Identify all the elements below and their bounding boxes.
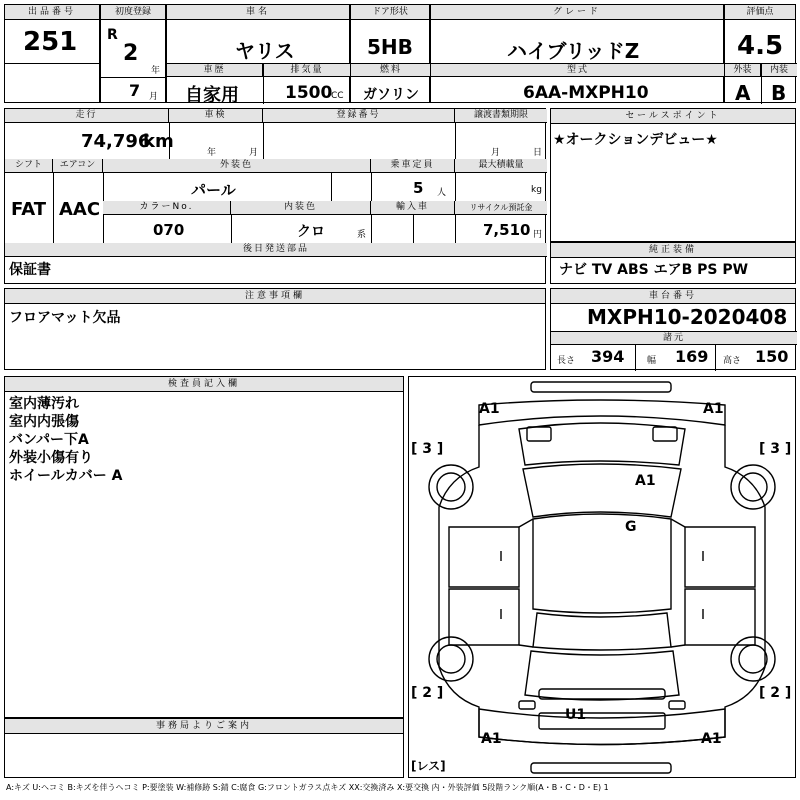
shift: FAT — [11, 199, 47, 220]
car-name-box — [166, 4, 350, 106]
grade-label: グレード — [431, 5, 723, 20]
later-parts-label: 後日発送部品 — [5, 243, 547, 257]
later-parts: 保証書 — [9, 262, 51, 278]
length: 394 — [591, 347, 625, 366]
notes-box — [4, 288, 546, 370]
notes-label: 注意事項欄 — [5, 289, 545, 304]
inspection-month: 月 — [249, 148, 259, 158]
width: 169 — [675, 347, 709, 366]
mileage: 74,796 — [81, 131, 151, 152]
interior-color: クロ — [297, 224, 325, 240]
color-no-label: カラーNo. — [103, 201, 231, 215]
first-registration-box — [100, 4, 166, 103]
damage-mark: A1 — [479, 401, 500, 417]
displacement-unit: CC — [331, 91, 344, 101]
model: 6AA-MXPH10 — [523, 83, 649, 103]
shift-label: シフト — [5, 159, 53, 173]
inspector-box — [4, 376, 404, 718]
damage-mark: A1 — [481, 731, 502, 747]
damage-mark: [ 2 ] — [759, 685, 792, 701]
history: 自家用 — [185, 85, 239, 106]
car-diagram — [408, 376, 796, 778]
sales-point-box — [550, 108, 796, 242]
recycle-label: リサイクル預託金 — [455, 201, 547, 215]
lot-number: 251 — [23, 27, 78, 57]
door-label: ドア形状 — [351, 5, 429, 20]
car-name-label: 車名 — [167, 5, 349, 20]
reg-no-label: 登録番号 — [263, 109, 455, 123]
damage-mark: [ 3 ] — [759, 441, 792, 457]
damage-mark: U1 — [565, 707, 587, 723]
chassis: MXPH10-2020408 — [587, 305, 788, 329]
model-label: 型式 — [431, 63, 725, 77]
recycle: 7,510 — [483, 221, 531, 239]
aircon-label: エアコン — [53, 159, 103, 173]
int-label: 内装 — [761, 63, 797, 77]
detail-block — [4, 108, 546, 284]
damage-mark: [レス] — [411, 759, 446, 773]
height: 150 — [755, 347, 789, 366]
inspector-line: 室内内張傷 — [9, 414, 79, 430]
notes: フロアマット欠品 — [9, 310, 121, 326]
office-box — [4, 718, 404, 778]
office-label: 事務局よりご案内 — [5, 719, 403, 734]
inspector-line: 外装小傷有り — [9, 450, 93, 466]
transfer-day: 日 — [533, 148, 543, 158]
mileage-label: 走行 — [5, 109, 169, 123]
import-label: 輸入車 — [371, 201, 455, 215]
legend: A:キズ U:ヘコミ B:キズを伴うヘコミ P:要塗装 W:補修跡 S:錆 C:腐食 G:フロントガラス点キズ XX:交換済み X:要交換 内・外装評価 5段階ランク順(A・B・C・D・E) 1 — [6, 783, 609, 792]
dims-label: 諸元 — [551, 331, 797, 345]
inspector-label: 検査員記入欄 — [5, 377, 403, 392]
interior-color-unit: 系 — [357, 230, 367, 240]
score-label: 評価点 — [725, 5, 795, 20]
equipment: ナビ TV ABS エアB PS PW — [559, 262, 749, 278]
height-label: 高さ — [723, 356, 742, 366]
exterior-color: パール — [191, 181, 236, 199]
sales-point: ★オークションデビュー★ — [553, 132, 718, 148]
displacement: 1500 — [285, 83, 333, 103]
equipment-box — [550, 242, 796, 284]
ext-label: 外装 — [725, 63, 761, 77]
ext-grade: A — [735, 81, 751, 105]
int-grade: B — [771, 81, 787, 105]
lot-number-box — [4, 4, 100, 103]
grade: ハイブリッドZ — [507, 39, 640, 63]
era: R — [107, 27, 118, 43]
lot-number-label: 出品番号 — [5, 5, 99, 20]
color-no: 070 — [153, 221, 185, 239]
grade-box — [430, 4, 724, 103]
width-label: 幅 — [647, 356, 657, 366]
capacity-label: 乗車定員 — [371, 159, 455, 173]
fuel-label: 燃料 — [351, 63, 431, 77]
score: 4.5 — [737, 31, 784, 61]
damage-mark: A1 — [701, 731, 722, 747]
first-reg-label: 初度登録 — [101, 5, 165, 20]
displacement-label: 排気量 — [263, 63, 351, 77]
door-box — [350, 4, 430, 103]
year-unit: 年 — [151, 66, 161, 76]
capacity: 5 — [413, 179, 424, 197]
capacity-unit: 人 — [437, 188, 447, 198]
damage-mark: A1 — [635, 473, 656, 489]
interior-color-label: 内装色 — [231, 201, 371, 215]
damage-mark: G — [625, 519, 637, 535]
length-label: 長さ — [557, 356, 576, 366]
load-unit: kg — [531, 185, 542, 195]
mileage-unit: km — [143, 131, 174, 152]
month-unit: 月 — [149, 92, 159, 102]
transfer-month: 月 — [491, 148, 501, 158]
inspection-label: 車検 — [169, 109, 263, 123]
transfer-label: 譲渡書類期限 — [455, 109, 547, 123]
aircon: AAC — [59, 199, 101, 220]
inspector-line: バンパー下A — [9, 432, 89, 448]
car-name: ヤリス — [235, 39, 295, 63]
exterior-color-label: 外装色 — [103, 159, 371, 173]
reg-month: 7 — [129, 81, 141, 100]
inspector-line: ホイールカバー A — [9, 468, 123, 484]
chassis-label: 車台番号 — [551, 289, 795, 304]
load-label: 最大積載量 — [455, 159, 547, 173]
inspector-line: 室内薄汚れ — [9, 396, 79, 412]
fuel: ガソリン — [363, 87, 419, 103]
history-label: 車歴 — [167, 63, 263, 77]
damage-mark: A1 — [703, 401, 724, 417]
inspection-year: 年 — [207, 148, 217, 158]
score-box — [724, 4, 796, 103]
equipment-label: 純正装備 — [551, 243, 795, 258]
damage-mark: [ 2 ] — [411, 685, 444, 701]
chassis-box — [550, 288, 796, 370]
car-outline — [409, 377, 795, 777]
damage-mark: [ 3 ] — [411, 441, 444, 457]
recycle-unit: 円 — [533, 230, 543, 240]
sales-point-label: セールスポイント — [551, 109, 795, 124]
reg-year: 2 — [123, 41, 139, 66]
door: 5HB — [367, 35, 413, 59]
